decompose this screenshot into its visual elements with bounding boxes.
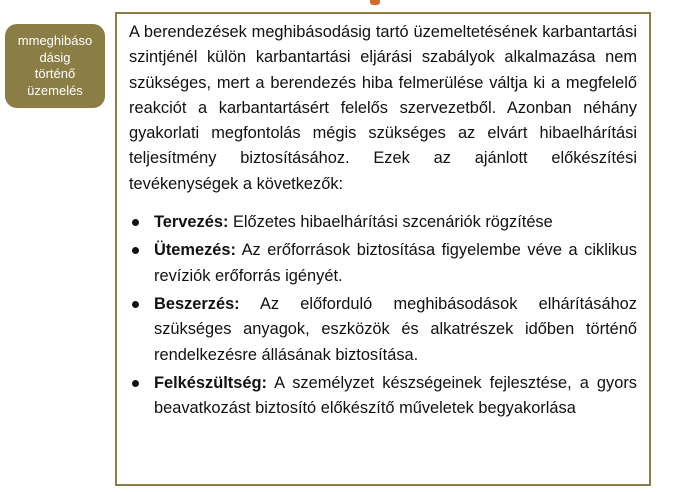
side-tag-line: üzemelés <box>27 82 83 98</box>
bullet-list <box>129 210 637 421</box>
bullet-term: Ütemezés: <box>154 241 236 260</box>
bullet-text: Az előforduló meghibásodások elhárításához szükséges anyagok, eszközök és alkatrészek időben történő rendelkezésre állásának biztosítása. <box>154 294 637 364</box>
bullet-term: Felkészültség: <box>154 373 267 392</box>
side-tag-line: mmeghibáso <box>17 33 93 48</box>
content-box <box>115 12 651 486</box>
list-item <box>129 371 637 422</box>
bullet-icon <box>132 301 139 308</box>
bullet-icon <box>132 219 139 226</box>
bullet-text: Az erőforrások biztosítása figyelembe véve a ciklikus revíziók erőforrás igényét. <box>154 241 637 285</box>
side-tag-line: dásig <box>39 49 71 65</box>
list-item <box>129 238 637 289</box>
side-tag-line: történő <box>34 66 76 81</box>
bullet-icon <box>132 247 139 254</box>
list-item <box>129 210 637 235</box>
bullet-text: Előzetes hibaelhárítási szcenáriók rögzítése <box>228 213 553 232</box>
top-accent-mark <box>370 0 380 5</box>
side-category-tag <box>5 24 105 108</box>
intro-paragraph: A berendezések meghibásodásig tartó üzemeltetésének karbantartási szintjénél külön karbantartási eljárási szabályok alkalmazása nem szükséges, mert a berendezés hiba felmerülése váltja ki a megfelelő reakciót a karbantartásért felelős szervezetből. Azonban néhány gyakorlati megfontolás mégis szükséges az elvárt hibaelhárítási teljesítmény biztosításához. Ezek az ajánlott előkészítési tevékenységek a következők: <box>129 23 637 193</box>
list-item <box>129 292 637 368</box>
bullet-term: Beszerzés: <box>154 294 240 313</box>
bullet-term: Tervezés: <box>154 213 229 232</box>
bullet-text: A személyzet készségeinek fejlesztése, a gyors beavatkozást biztosító előkészítő műveletek begyakorlása <box>154 373 637 418</box>
bullet-icon <box>132 380 139 387</box>
